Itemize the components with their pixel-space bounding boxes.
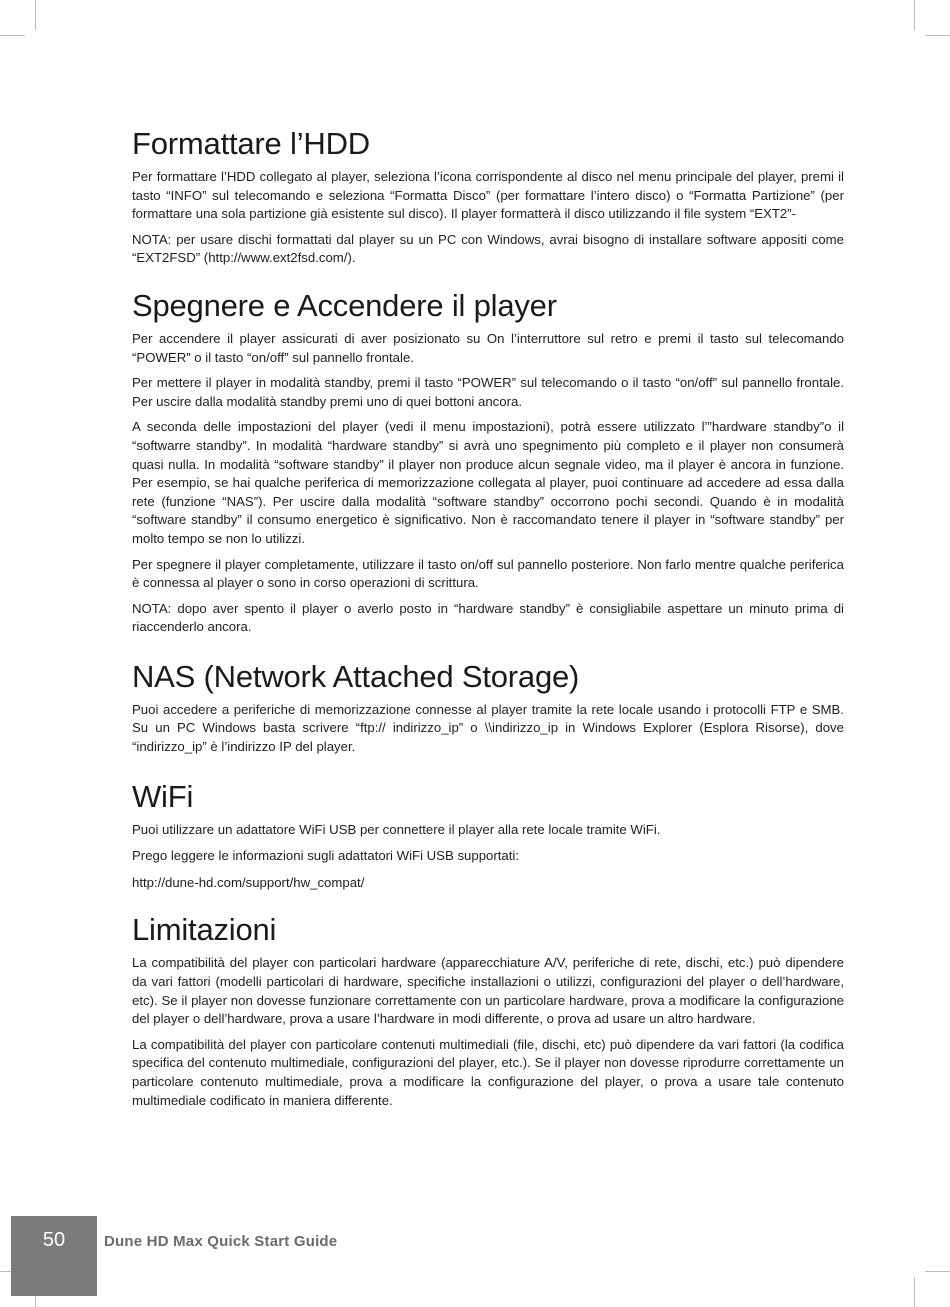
section-format-hdd xyxy=(132,126,844,268)
paragraph: Puoi utilizzare un adattatore WiFi USB per connettere il player alla rete locale tramite WiFi. xyxy=(132,821,661,837)
note-paragraph: NOTA: per usare dischi formattati dal player su un PC con Windows, avrai bisogno di installare software appositi come “EXT2FSD” (http://www.ext2fsd.com/). xyxy=(132,231,844,266)
section-wifi xyxy=(132,779,844,893)
section-nas xyxy=(132,659,844,757)
paragraph: Per spegnere il player completamente, utilizzare il tasto on/off sul pannello posteriore. Non farlo mentre qualche periferica è connessa al player o sono in corso operazioni di scrittura. xyxy=(132,556,844,591)
page-number-box xyxy=(11,1216,97,1296)
page-content xyxy=(132,126,844,1117)
crop-mark-top-right-v xyxy=(914,0,915,30)
footer-guide-title: Dune HD Max Quick Start Guide xyxy=(104,1233,338,1250)
paragraph: Puoi accedere a periferiche di memorizzazione connesse al player tramite la rete locale usando i protocolli FTP e SMB. Su un PC Windows basta scrivere “ftp:// indirizzo_ip” o \\indirizzo_ip in Windows Explorer (Esplora Risorse), dove “indirizzo_ip” è l’indirizzo IP del player. xyxy=(132,701,844,755)
paragraph: Per mettere il player in modalità standby, premi il tasto “POWER” sul telecomando o il tasto “on/off” sul pannello frontale. Per uscire dalla modalità standby premi uno di quei bottoni ancora. xyxy=(132,375,844,409)
crop-mark-top-left-h xyxy=(0,35,25,36)
crop-mark-top-right-h xyxy=(925,35,950,36)
section-heading: Spegnere e Accendere il player xyxy=(132,287,557,323)
crop-mark-top-left-v xyxy=(35,0,36,30)
section-heading: Limitazioni xyxy=(132,912,277,948)
page-number: 50 xyxy=(42,1229,66,1251)
section-heading: Formattare l’HDD xyxy=(132,126,370,161)
paragraph: La compatibilità del player con particolare contenuti multimediali (file, dischi, etc) può dipendere da vari fattori (la codifica specifica del contenuto multimediale, configurazioni del player, etc.). Se il player non dovesse riprodurre correttamente un particolare contenuto multimediale, prova a modificare la configurazione del player, o prova a usare tale contenuto multimediale codificato in maniera differente. xyxy=(132,1036,844,1108)
crop-mark-bottom-right-v xyxy=(914,1277,915,1307)
crop-mark-bottom-right-h xyxy=(925,1271,950,1272)
section-heading: NAS (Network Attached Storage) xyxy=(132,658,580,694)
paragraph: Per accendere il player assicurati di aver posizionato su On l’interruttore sul retro e premi il tasto sul telecomando “POWER” o il tasto “on/off” sul pannello frontale. xyxy=(132,330,844,365)
paragraph: A seconda delle impostazioni del player (vedi il menu impostazioni), potrà essere utilizzato l’”hardware standby”o il “softwarre standby”. In modalità “hardware standby” si avrà uno spegnimento più completo e il player non consumerà quasi nulla. In modalità “software standby” il player non produce alcun segnale video, ma il player è ancora in funzione. Per esempio, se hai qualche periferica di memorizzazione collegata al player, puoi continuare ad accedere ad essa dalla rete (funzione “NAS”). Per uscire dalla modalità “software standby” occorrono pochi secondi. Quando è in modalità “software standby” il consumo energetico è significativo. Non è raccomandato tenere il player in “software standby” per molto tempo se non lo utilizzi. xyxy=(132,419,844,546)
support-link[interactable]: http://dune-hd.com/support/hw_compat/ xyxy=(132,874,365,890)
section-limitations xyxy=(132,912,844,1110)
note-paragraph: NOTA: dopo aver spento il player o averlo posto in “hardware standby” è consigliabile aspettare un minuto prima di riaccenderlo ancora. xyxy=(132,600,844,635)
paragraph: La compatibilità del player con particolari hardware (apparecchiature A/V, periferiche di rete, dischi, etc.) può dipendere da vari fattori (modelli particolari di hardware, specifiche installazioni o utilizzi, configurazioni del player o dell’hardware, etc). Se il player non dovesse funzionare correttamente con un particolare hardware, prova a modificare la configurazione del player o dell’hardware, prova a usare l’hardware in modi differente, o prova ad usare un altro hardware. xyxy=(132,955,844,1027)
section-heading: WiFi xyxy=(132,778,194,814)
section-power xyxy=(132,288,844,637)
paragraph: Per formattare l’HDD collegato al player, seleziona l’icona corrispondente al disco nel menu principale del player, premi il tasto “INFO” sul telecomando e seleziona “Formatta Disco” (per formattare l’intero disco) o “Formatta Partizione” (per formattare una sola partizione già esistente sul disco). Il player formatterà il disco utilizzando il file system “EXT2”- xyxy=(132,169,844,222)
paragraph: Prego leggere le informazioni sugli adattatori WiFi USB supportati: xyxy=(132,848,520,864)
